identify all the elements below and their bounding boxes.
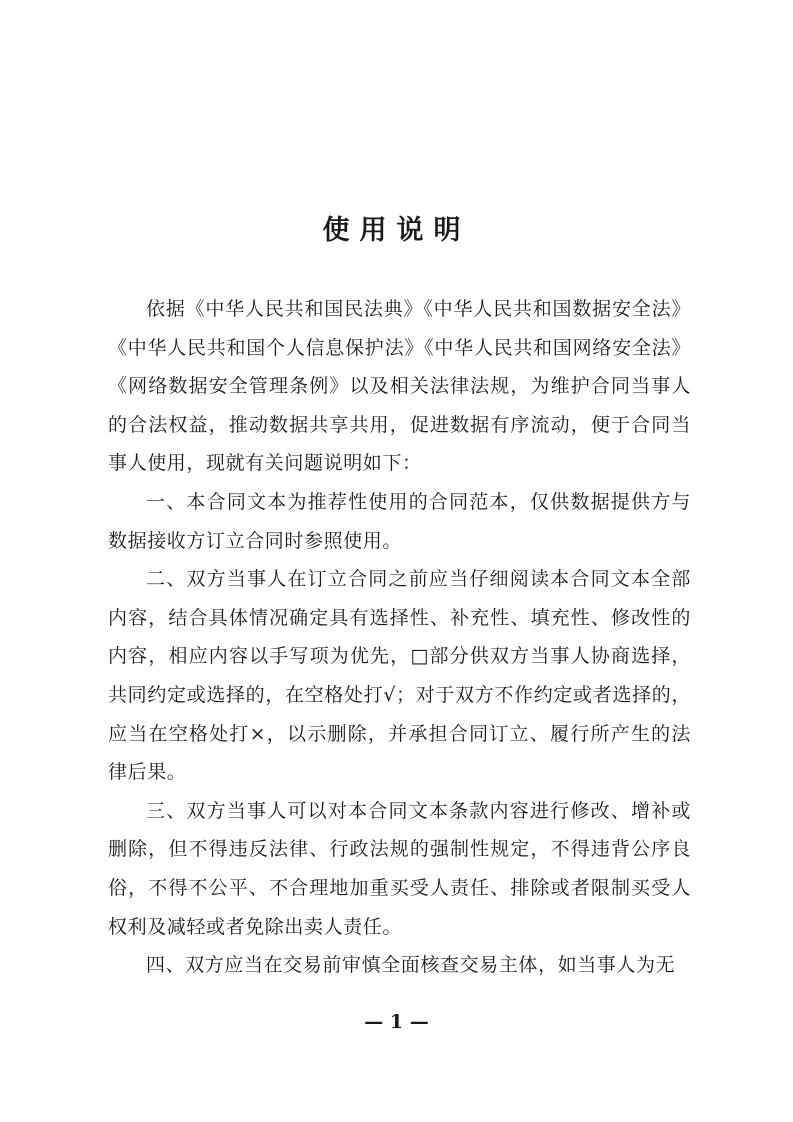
paragraph-intro: 依据《中华人民共和国民法典》《中华人民共和国数据安全法》《中华人民共和国个人信息保护法》《中华人民共和国网络安全法》《网络数据安全管理条例》以及相关法律法规，为维护合同当事人的合法权益，推动数据共享共用，促进数据有序流动，便于合同当事人使用，现就有关问题说明如下： — [108, 298, 691, 475]
paragraph-item-1: 一、本合同文本为推荐性使用的合同范本，仅供数据提供方与数据接收方订立合同时参照使用。 — [108, 490, 691, 552]
document-body — [108, 290, 691, 985]
paragraph-item-4: 四、双方应当在交易前审慎全面核查交易主体，如当事人为无 — [146, 954, 676, 977]
page-title: 使用说明 — [322, 215, 471, 246]
paragraph-item-2: 二、双方当事人在订立合同之前应当仔细阅读本合同文本全部内容，结合具体情况确定具有选择性、补充性、填充性、修改性的内容，相应内容以手写项为优先，□部分供双方当事人协商选择，共同约定或选择的，在空格处打√；对于双方不作约定或者选择的，应当在空格处打×，以示删除，并承担合同订立、履行所产生的法律后果。 — [108, 568, 691, 784]
paragraph-item-3: 三、双方当事人可以对本合同文本条款内容进行修改、增补或删除，但不得违反法律、行政法规的强制性规定，不得违背公序良俗，不得不公平、不合理地加重买受人责任、排除或者限制买受人权利及减轻或者免除出卖人责任。 — [108, 799, 691, 938]
page-number: — 1 — — [364, 1011, 429, 1033]
